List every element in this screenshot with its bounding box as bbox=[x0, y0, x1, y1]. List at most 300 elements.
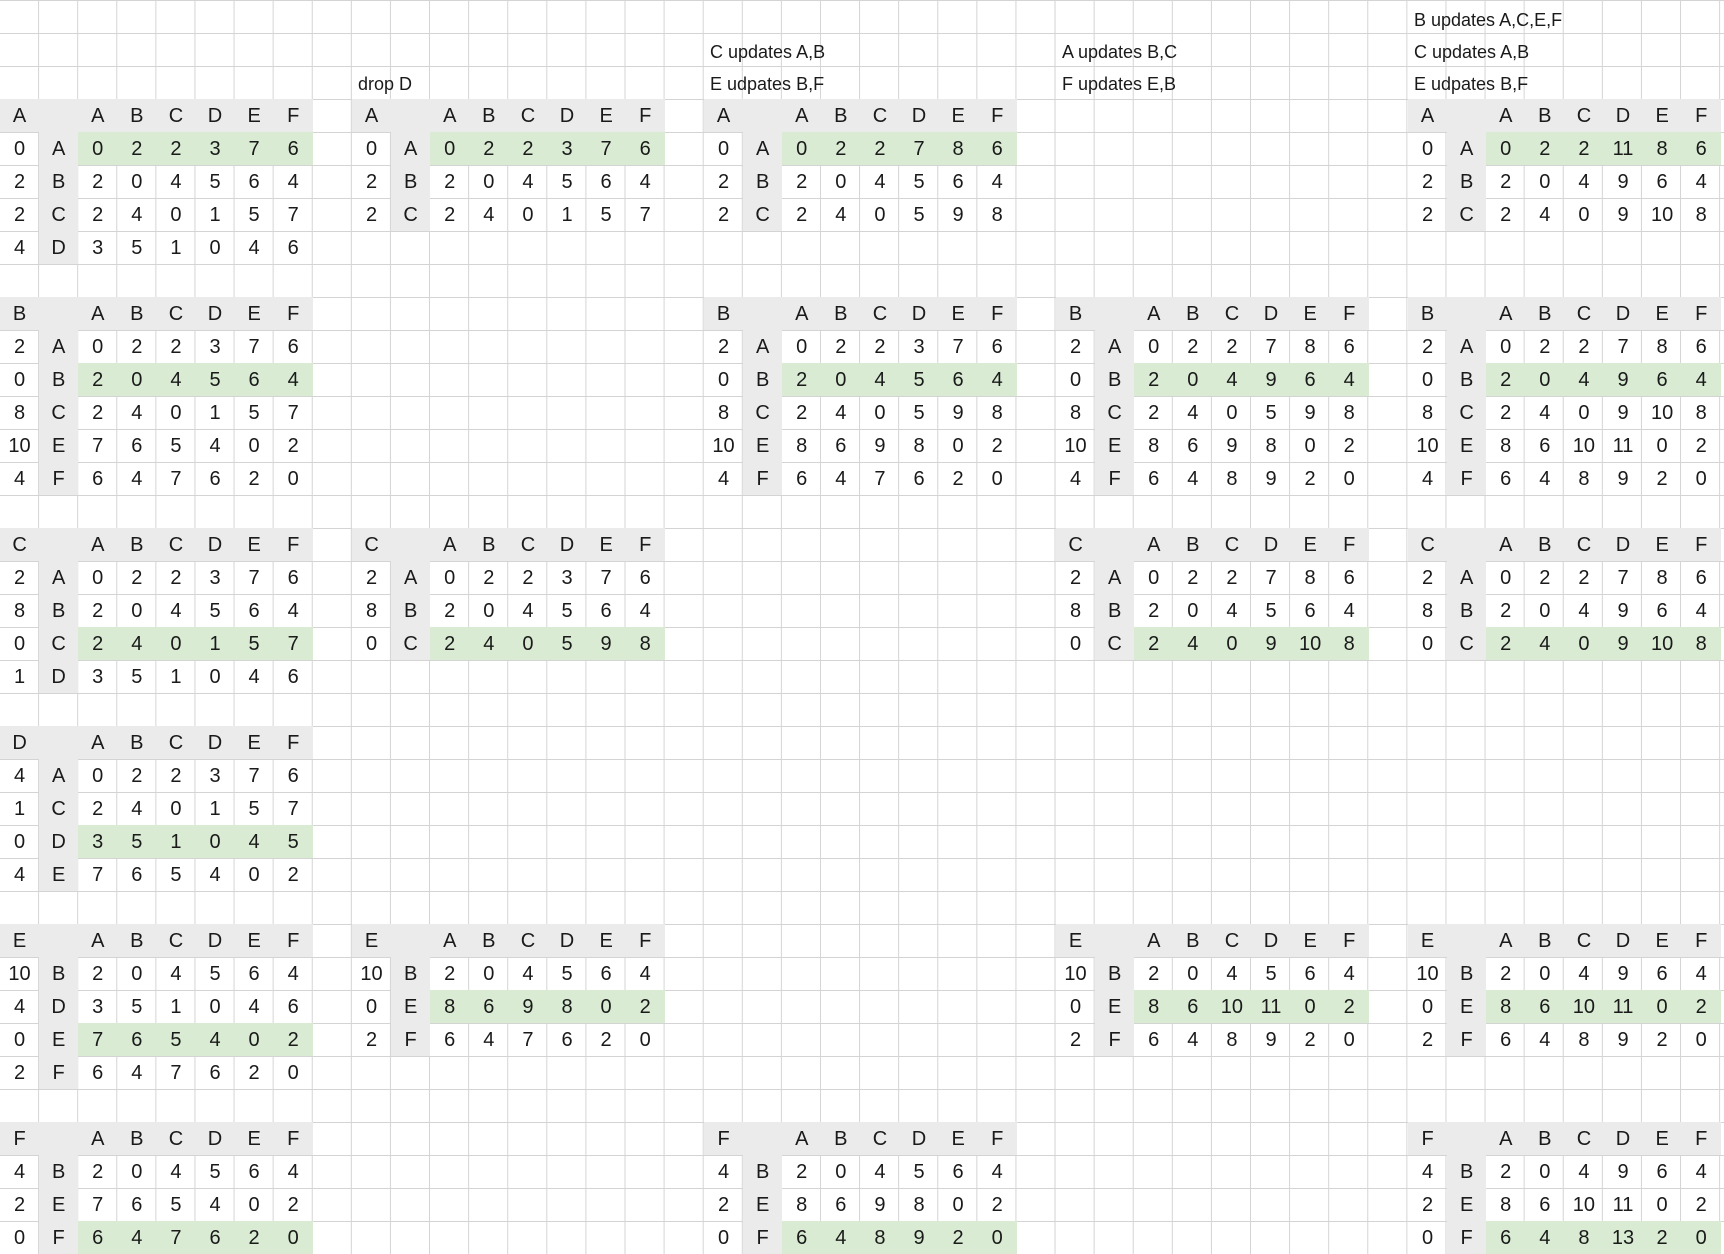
value-cell[interactable]: 4 bbox=[1695, 962, 1707, 985]
value-cell[interactable]: 6 bbox=[469, 990, 508, 1023]
value-cell[interactable]: 6 bbox=[287, 566, 299, 589]
column-header-cell[interactable]: A bbox=[782, 297, 821, 330]
distance-cell[interactable]: 8 bbox=[13, 599, 26, 622]
column-header-cell[interactable]: C bbox=[508, 528, 547, 561]
column-header-cell[interactable]: D bbox=[1603, 924, 1642, 957]
distance-cell[interactable]: 1 bbox=[13, 797, 26, 820]
value-cell[interactable]: 9 bbox=[899, 1221, 938, 1254]
table-blank-cell[interactable] bbox=[39, 99, 78, 132]
table-node-cell[interactable]: F bbox=[1408, 1122, 1447, 1155]
column-header-cell[interactable]: B bbox=[821, 297, 860, 330]
distance-cell[interactable]: 4 bbox=[13, 467, 26, 490]
value-cell[interactable]: 6 bbox=[131, 863, 143, 886]
value-cell[interactable]: 4 bbox=[483, 203, 495, 226]
column-header-cell[interactable]: B bbox=[1525, 1122, 1564, 1155]
column-header-cell[interactable]: B bbox=[117, 99, 156, 132]
value-cell[interactable]: 4 bbox=[117, 1221, 156, 1254]
value-cell[interactable]: 2 bbox=[444, 170, 456, 193]
column-header-cell[interactable]: C bbox=[1564, 99, 1603, 132]
value-cell[interactable]: 0 bbox=[1148, 335, 1160, 358]
table-node-cell[interactable]: F bbox=[0, 1122, 39, 1155]
value-cell[interactable]: 0 bbox=[1304, 434, 1316, 457]
value-cell[interactable]: 8 bbox=[1304, 335, 1316, 358]
distance-cell[interactable]: 2 bbox=[13, 1193, 26, 1216]
column-header-cell[interactable]: E bbox=[235, 726, 274, 759]
column-header-cell[interactable]: A bbox=[78, 1122, 117, 1155]
distance-cell[interactable]: 2 bbox=[13, 335, 26, 358]
row-label-cell[interactable]: E bbox=[391, 990, 430, 1023]
value-cell[interactable]: 2 bbox=[1539, 566, 1551, 589]
value-cell[interactable]: 8 bbox=[860, 1221, 899, 1254]
column-header-cell[interactable]: F bbox=[978, 99, 1017, 132]
value-cell[interactable]: 6 bbox=[1525, 990, 1564, 1023]
column-header-cell[interactable]: E bbox=[1291, 528, 1330, 561]
row-label-cell[interactable]: F bbox=[1095, 1023, 1134, 1056]
value-cell[interactable]: 0 bbox=[92, 566, 104, 589]
distance-cell[interactable]: 2 bbox=[13, 203, 26, 226]
distance-cell[interactable]: 2 bbox=[1421, 335, 1434, 358]
value-cell[interactable]: 8 bbox=[1656, 335, 1668, 358]
distance-cell[interactable]: 4 bbox=[1069, 467, 1082, 490]
column-header-cell[interactable]: D bbox=[195, 528, 234, 561]
table-node-cell[interactable]: F bbox=[704, 1122, 743, 1155]
distance-cell[interactable]: 0 bbox=[1421, 995, 1434, 1018]
distance-cell[interactable]: 10 bbox=[1064, 962, 1087, 985]
value-cell[interactable]: 7 bbox=[600, 566, 612, 589]
note-e-updates-2[interactable]: E udpates B,F bbox=[1414, 74, 1529, 94]
column-header-cell[interactable]: D bbox=[1603, 99, 1642, 132]
value-cell[interactable]: 4 bbox=[287, 962, 299, 985]
row-label-cell[interactable]: F bbox=[39, 1221, 78, 1254]
row-label-cell[interactable]: D bbox=[39, 231, 78, 264]
column-header-cell[interactable]: C bbox=[1212, 297, 1251, 330]
value-cell[interactable]: 6 bbox=[444, 1028, 456, 1051]
value-cell[interactable]: 3 bbox=[913, 335, 925, 358]
column-header-cell[interactable]: B bbox=[117, 1122, 156, 1155]
value-cell[interactable]: 10 bbox=[1650, 401, 1674, 424]
value-cell[interactable]: 5 bbox=[1265, 599, 1277, 622]
value-cell[interactable]: 7 bbox=[248, 566, 260, 589]
table-node-cell[interactable]: B bbox=[704, 297, 743, 330]
distance-cell[interactable]: 8 bbox=[717, 401, 730, 424]
row-label-cell[interactable]: C bbox=[1447, 627, 1486, 660]
value-cell[interactable]: 2 bbox=[444, 203, 456, 226]
value-cell[interactable]: 6 bbox=[248, 1160, 260, 1183]
value-cell[interactable]: 2 bbox=[1148, 962, 1160, 985]
value-cell[interactable]: 5 bbox=[547, 627, 586, 660]
column-header-cell[interactable]: C bbox=[860, 1122, 899, 1155]
value-cell[interactable]: 2 bbox=[1226, 566, 1238, 589]
value-cell[interactable]: 3 bbox=[209, 335, 221, 358]
value-cell[interactable]: 0 bbox=[209, 665, 221, 688]
value-cell[interactable]: 4 bbox=[483, 1028, 495, 1051]
column-header-cell[interactable]: B bbox=[117, 726, 156, 759]
value-cell[interactable]: 6 bbox=[248, 170, 260, 193]
distance-cell[interactable]: 4 bbox=[717, 1160, 730, 1183]
distance-cell[interactable]: 0 bbox=[1069, 632, 1082, 655]
value-cell[interactable]: 2 bbox=[782, 363, 821, 396]
row-label-cell[interactable]: B bbox=[391, 594, 430, 627]
value-cell[interactable]: 2 bbox=[1564, 132, 1603, 165]
value-cell[interactable]: 5 bbox=[248, 401, 260, 424]
distance-cell[interactable]: 0 bbox=[1069, 995, 1082, 1018]
value-cell[interactable]: 6 bbox=[1656, 1160, 1668, 1183]
value-cell[interactable]: 4 bbox=[522, 599, 534, 622]
column-header-cell[interactable]: E bbox=[1643, 528, 1682, 561]
value-cell[interactable]: 6 bbox=[248, 599, 260, 622]
distance-cell[interactable]: 10 bbox=[1416, 962, 1439, 985]
value-cell[interactable]: 0 bbox=[92, 335, 104, 358]
distance-cell[interactable]: 2 bbox=[717, 1193, 730, 1216]
row-label-cell[interactable]: F bbox=[1095, 462, 1134, 495]
row-label-cell[interactable]: E bbox=[1447, 429, 1486, 462]
value-cell[interactable]: 2 bbox=[821, 132, 860, 165]
value-cell[interactable]: 5 bbox=[561, 599, 573, 622]
value-cell[interactable]: 2 bbox=[1682, 990, 1721, 1023]
column-header-cell[interactable]: A bbox=[78, 297, 117, 330]
value-cell[interactable]: 4 bbox=[209, 1193, 221, 1216]
value-cell[interactable]: 2 bbox=[78, 363, 117, 396]
value-cell[interactable]: 4 bbox=[170, 962, 182, 985]
row-label-cell[interactable]: A bbox=[743, 132, 782, 165]
value-cell[interactable]: 2 bbox=[796, 170, 808, 193]
value-cell[interactable]: 0 bbox=[483, 170, 495, 193]
value-cell[interactable]: 4 bbox=[835, 203, 847, 226]
value-cell[interactable]: 7 bbox=[235, 132, 274, 165]
row-label-cell[interactable]: C bbox=[1095, 396, 1134, 429]
value-cell[interactable]: 4 bbox=[1695, 599, 1707, 622]
distance-cell[interactable]: 2 bbox=[1421, 1193, 1434, 1216]
table-node-cell[interactable]: A bbox=[0, 99, 39, 132]
value-cell[interactable]: 8 bbox=[1134, 990, 1173, 1023]
column-header-cell[interactable]: B bbox=[1173, 924, 1212, 957]
table-blank-cell[interactable] bbox=[1447, 924, 1486, 957]
value-cell[interactable]: 9 bbox=[952, 401, 964, 424]
value-cell[interactable]: 2 bbox=[92, 401, 104, 424]
column-header-cell[interactable]: C bbox=[1564, 924, 1603, 957]
value-cell[interactable]: 8 bbox=[1148, 434, 1160, 457]
distance-cell[interactable]: 4 bbox=[13, 995, 26, 1018]
value-cell[interactable]: 9 bbox=[874, 1193, 886, 1216]
table-node-cell[interactable]: B bbox=[1408, 297, 1447, 330]
value-cell[interactable]: 0 bbox=[248, 434, 260, 457]
value-cell[interactable]: 6 bbox=[1486, 1221, 1525, 1254]
value-cell[interactable]: 5 bbox=[156, 1023, 195, 1056]
value-cell[interactable]: 4 bbox=[1330, 363, 1369, 396]
column-header-cell[interactable]: E bbox=[235, 297, 274, 330]
column-header-cell[interactable]: F bbox=[978, 297, 1017, 330]
value-cell[interactable]: 6 bbox=[1682, 132, 1721, 165]
value-cell[interactable]: 4 bbox=[209, 863, 221, 886]
value-cell[interactable]: 2 bbox=[860, 132, 899, 165]
column-header-cell[interactable]: F bbox=[1682, 99, 1721, 132]
column-header-cell[interactable]: C bbox=[1564, 297, 1603, 330]
value-cell[interactable]: 4 bbox=[860, 363, 899, 396]
value-cell[interactable]: 2 bbox=[1695, 1193, 1707, 1216]
column-header-cell[interactable]: A bbox=[782, 1122, 821, 1155]
value-cell[interactable]: 0 bbox=[1539, 599, 1551, 622]
distance-cell[interactable]: 2 bbox=[1421, 203, 1434, 226]
value-cell[interactable]: 7 bbox=[587, 132, 626, 165]
value-cell[interactable]: 4 bbox=[287, 1160, 299, 1183]
value-cell[interactable]: 7 bbox=[1617, 566, 1629, 589]
value-cell[interactable]: 9 bbox=[1251, 627, 1290, 660]
distance-cell[interactable]: 0 bbox=[365, 995, 378, 1018]
value-cell[interactable]: 0 bbox=[1539, 1160, 1551, 1183]
value-cell[interactable]: 2 bbox=[1656, 1028, 1668, 1051]
distance-cell[interactable]: 0 bbox=[13, 368, 26, 391]
value-cell[interactable]: 4 bbox=[978, 363, 1017, 396]
distance-cell[interactable]: 2 bbox=[717, 203, 730, 226]
value-cell[interactable]: 11 bbox=[1612, 434, 1634, 457]
column-header-cell[interactable]: F bbox=[1682, 528, 1721, 561]
column-header-cell[interactable]: C bbox=[860, 297, 899, 330]
row-label-cell[interactable]: C bbox=[743, 198, 782, 231]
column-header-cell[interactable]: D bbox=[547, 99, 586, 132]
value-cell[interactable]: 9 bbox=[874, 434, 886, 457]
value-cell[interactable]: 9 bbox=[1265, 1028, 1277, 1051]
value-cell[interactable]: 4 bbox=[522, 170, 534, 193]
value-cell[interactable]: 7 bbox=[92, 1193, 104, 1216]
column-header-cell[interactable]: E bbox=[1643, 297, 1682, 330]
value-cell[interactable]: 6 bbox=[287, 764, 299, 787]
value-cell[interactable]: 9 bbox=[1617, 401, 1629, 424]
distance-cell[interactable]: 2 bbox=[1421, 170, 1434, 193]
value-cell[interactable]: 9 bbox=[1617, 1160, 1629, 1183]
value-cell[interactable]: 6 bbox=[1539, 434, 1551, 457]
value-cell[interactable]: 0 bbox=[1539, 962, 1551, 985]
value-cell[interactable]: 5 bbox=[913, 401, 925, 424]
distance-cell[interactable]: 8 bbox=[1069, 401, 1082, 424]
value-cell[interactable]: 8 bbox=[1656, 566, 1668, 589]
value-cell[interactable]: 2 bbox=[1134, 363, 1173, 396]
value-cell[interactable]: 13 bbox=[1603, 1221, 1642, 1254]
column-header-cell[interactable]: E bbox=[235, 528, 274, 561]
table-blank-cell[interactable] bbox=[1447, 528, 1486, 561]
value-cell[interactable]: 3 bbox=[92, 995, 104, 1018]
value-cell[interactable]: 8 bbox=[1500, 434, 1512, 457]
value-cell[interactable]: 2 bbox=[1643, 1221, 1682, 1254]
value-cell[interactable]: 4 bbox=[1682, 363, 1721, 396]
row-label-cell[interactable]: F bbox=[1447, 462, 1486, 495]
value-cell[interactable]: 0 bbox=[430, 132, 469, 165]
value-cell[interactable]: 7 bbox=[274, 627, 313, 660]
distance-cell[interactable]: 8 bbox=[1421, 401, 1434, 424]
value-cell[interactable]: 2 bbox=[1486, 363, 1525, 396]
value-cell[interactable]: 4 bbox=[639, 170, 651, 193]
distance-cell[interactable]: 4 bbox=[1421, 467, 1434, 490]
distance-cell[interactable]: 0 bbox=[717, 1226, 730, 1249]
table-node-cell[interactable]: B bbox=[1056, 297, 1095, 330]
value-cell[interactable]: 5 bbox=[209, 1160, 221, 1183]
value-cell[interactable]: 9 bbox=[1617, 203, 1629, 226]
row-label-cell[interactable]: A bbox=[39, 561, 78, 594]
value-cell[interactable]: 0 bbox=[235, 1023, 274, 1056]
column-header-cell[interactable]: D bbox=[195, 99, 234, 132]
row-label-cell[interactable]: E bbox=[39, 858, 78, 891]
value-cell[interactable]: 2 bbox=[444, 599, 456, 622]
value-cell[interactable]: 9 bbox=[1617, 170, 1629, 193]
value-cell[interactable]: 0 bbox=[78, 132, 117, 165]
value-cell[interactable]: 6 bbox=[1656, 170, 1668, 193]
value-cell[interactable]: 6 bbox=[782, 1221, 821, 1254]
value-cell[interactable]: 3 bbox=[195, 132, 234, 165]
value-cell[interactable]: 4 bbox=[874, 170, 886, 193]
row-label-cell[interactable]: A bbox=[1095, 330, 1134, 363]
value-cell[interactable]: 6 bbox=[248, 962, 260, 985]
row-label-cell[interactable]: B bbox=[1447, 165, 1486, 198]
value-cell[interactable]: 2 bbox=[1148, 401, 1160, 424]
row-label-cell[interactable]: C bbox=[1447, 198, 1486, 231]
value-cell[interactable]: 6 bbox=[978, 132, 1017, 165]
column-header-cell[interactable]: A bbox=[1134, 924, 1173, 957]
row-label-cell[interactable]: B bbox=[39, 957, 78, 990]
value-cell[interactable]: 5 bbox=[209, 599, 221, 622]
value-cell[interactable]: 4 bbox=[170, 1160, 182, 1183]
value-cell[interactable]: 6 bbox=[131, 1193, 143, 1216]
value-cell[interactable]: 10 bbox=[1291, 627, 1330, 660]
column-header-cell[interactable]: D bbox=[1603, 528, 1642, 561]
value-cell[interactable]: 6 bbox=[1304, 599, 1316, 622]
value-cell[interactable]: 1 bbox=[195, 627, 234, 660]
value-cell[interactable]: 2 bbox=[1187, 335, 1199, 358]
value-cell[interactable]: 0 bbox=[991, 467, 1003, 490]
column-header-cell[interactable]: C bbox=[860, 99, 899, 132]
value-cell[interactable]: 2 bbox=[235, 1221, 274, 1254]
value-cell[interactable]: 0 bbox=[1187, 599, 1199, 622]
value-cell[interactable]: 6 bbox=[1343, 566, 1355, 589]
value-cell[interactable]: 0 bbox=[131, 962, 143, 985]
row-label-cell[interactable]: E bbox=[1095, 429, 1134, 462]
value-cell[interactable]: 2 bbox=[835, 335, 847, 358]
distance-cell[interactable]: 8 bbox=[1069, 599, 1082, 622]
row-label-cell[interactable]: E bbox=[39, 1023, 78, 1056]
value-cell[interactable]: 8 bbox=[1578, 1028, 1590, 1051]
row-label-cell[interactable]: A bbox=[39, 330, 78, 363]
value-cell[interactable]: 9 bbox=[1251, 363, 1290, 396]
row-label-cell[interactable]: B bbox=[1095, 957, 1134, 990]
value-cell[interactable]: 6 bbox=[195, 1221, 234, 1254]
value-cell[interactable]: 1 bbox=[170, 665, 182, 688]
table-blank-cell[interactable] bbox=[1095, 528, 1134, 561]
row-label-cell[interactable]: B bbox=[743, 363, 782, 396]
value-cell[interactable]: 0 bbox=[1500, 566, 1512, 589]
column-header-cell[interactable]: A bbox=[1486, 1122, 1525, 1155]
value-cell[interactable]: 2 bbox=[1304, 1028, 1316, 1051]
value-cell[interactable]: 0 bbox=[522, 203, 534, 226]
distance-cell[interactable]: 10 bbox=[1064, 434, 1087, 457]
value-cell[interactable]: 4 bbox=[131, 1061, 143, 1084]
distance-cell[interactable]: 0 bbox=[365, 632, 378, 655]
value-cell[interactable]: 10 bbox=[1572, 1193, 1596, 1216]
value-cell[interactable]: 2 bbox=[1226, 335, 1238, 358]
row-label-cell[interactable]: B bbox=[391, 165, 430, 198]
row-label-cell[interactable]: C bbox=[1095, 627, 1134, 660]
column-header-cell[interactable]: A bbox=[1134, 528, 1173, 561]
value-cell[interactable]: 6 bbox=[1695, 566, 1707, 589]
value-cell[interactable]: 0 bbox=[195, 825, 234, 858]
value-cell[interactable]: 0 bbox=[92, 764, 104, 787]
value-cell[interactable]: 0 bbox=[587, 990, 626, 1023]
value-cell[interactable]: 5 bbox=[209, 962, 221, 985]
note-b-updates[interactable]: B updates A,C,E,F bbox=[1414, 10, 1563, 30]
value-cell[interactable]: 5 bbox=[1265, 962, 1277, 985]
value-cell[interactable]: 6 bbox=[1304, 962, 1316, 985]
value-cell[interactable]: 4 bbox=[248, 236, 260, 259]
distance-cell[interactable]: 0 bbox=[1421, 368, 1434, 391]
value-cell[interactable]: 6 bbox=[939, 363, 978, 396]
column-header-cell[interactable]: B bbox=[1525, 924, 1564, 957]
column-header-cell[interactable]: B bbox=[117, 297, 156, 330]
value-cell[interactable]: 8 bbox=[1486, 990, 1525, 1023]
value-cell[interactable]: 4 bbox=[1212, 363, 1251, 396]
value-cell[interactable]: 0 bbox=[248, 863, 260, 886]
distance-cell[interactable]: 10 bbox=[712, 434, 735, 457]
value-cell[interactable]: 11 bbox=[1612, 1193, 1634, 1216]
value-cell[interactable]: 2 bbox=[1500, 1160, 1512, 1183]
column-header-cell[interactable]: D bbox=[547, 924, 586, 957]
table-node-cell[interactable]: C bbox=[1408, 528, 1447, 561]
value-cell[interactable]: 4 bbox=[248, 995, 260, 1018]
value-cell[interactable]: 5 bbox=[913, 170, 925, 193]
value-cell[interactable]: 9 bbox=[1226, 434, 1238, 457]
value-cell[interactable]: 4 bbox=[170, 599, 182, 622]
value-cell[interactable]: 0 bbox=[483, 962, 495, 985]
value-cell[interactable]: 5 bbox=[235, 627, 274, 660]
value-cell[interactable]: 4 bbox=[1343, 962, 1355, 985]
distance-cell[interactable]: 0 bbox=[1421, 1226, 1434, 1249]
note-c-updates[interactable]: C updates A,B bbox=[710, 42, 826, 62]
value-cell[interactable]: 6 bbox=[78, 1221, 117, 1254]
distance-cell[interactable]: 2 bbox=[13, 566, 26, 589]
column-header-cell[interactable]: D bbox=[547, 528, 586, 561]
value-cell[interactable]: 7 bbox=[78, 1023, 117, 1056]
column-header-cell[interactable]: B bbox=[1173, 528, 1212, 561]
value-cell[interactable]: 2 bbox=[1500, 599, 1512, 622]
value-cell[interactable]: 6 bbox=[287, 335, 299, 358]
value-cell[interactable]: 9 bbox=[1617, 1028, 1629, 1051]
column-header-cell[interactable]: A bbox=[78, 924, 117, 957]
column-header-cell[interactable]: A bbox=[1486, 99, 1525, 132]
value-cell[interactable]: 2 bbox=[430, 627, 469, 660]
table-blank-cell[interactable] bbox=[39, 1122, 78, 1155]
distance-cell[interactable]: 4 bbox=[13, 1160, 26, 1183]
table-node-cell[interactable]: A bbox=[352, 99, 391, 132]
value-cell[interactable]: 2 bbox=[92, 203, 104, 226]
distance-cell[interactable]: 4 bbox=[717, 467, 730, 490]
table-node-cell[interactable]: C bbox=[0, 528, 39, 561]
value-cell[interactable]: 2 bbox=[131, 764, 143, 787]
column-header-cell[interactable]: E bbox=[1291, 297, 1330, 330]
column-header-cell[interactable]: E bbox=[1643, 99, 1682, 132]
value-cell[interactable]: 5 bbox=[248, 203, 260, 226]
column-header-cell[interactable]: D bbox=[1603, 1122, 1642, 1155]
column-header-cell[interactable]: E bbox=[587, 924, 626, 957]
row-label-cell[interactable]: B bbox=[1447, 1155, 1486, 1188]
distance-cell[interactable]: 0 bbox=[1421, 137, 1434, 160]
value-cell[interactable]: 4 bbox=[1578, 599, 1590, 622]
value-cell[interactable]: 5 bbox=[561, 962, 573, 985]
value-cell[interactable]: 4 bbox=[1173, 627, 1212, 660]
value-cell[interactable]: 7 bbox=[1265, 335, 1277, 358]
distance-cell[interactable]: 0 bbox=[1069, 368, 1082, 391]
value-cell[interactable]: 2 bbox=[131, 566, 143, 589]
column-header-cell[interactable]: B bbox=[117, 528, 156, 561]
column-header-cell[interactable]: B bbox=[469, 99, 508, 132]
value-cell[interactable]: 2 bbox=[1578, 566, 1590, 589]
value-cell[interactable]: 4 bbox=[1578, 1160, 1590, 1183]
column-header-cell[interactable]: F bbox=[274, 1122, 313, 1155]
